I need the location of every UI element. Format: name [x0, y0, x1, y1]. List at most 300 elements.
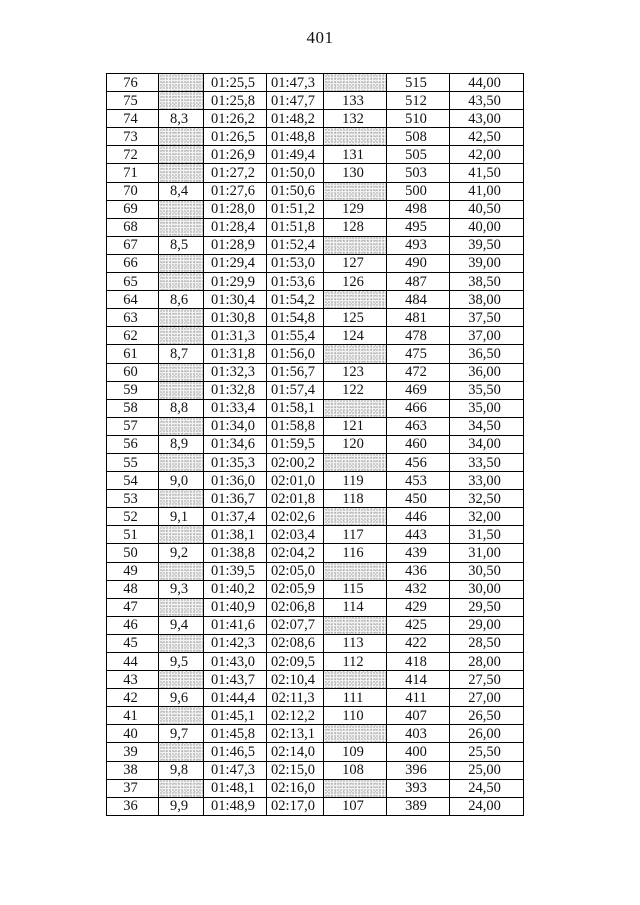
time1-cell: 01:28,0 [204, 200, 267, 218]
time1-cell: 01:40,2 [204, 580, 267, 598]
value-cell: 27,50 [450, 671, 524, 689]
score-cell [159, 164, 204, 182]
rank-cell: 39 [107, 743, 159, 761]
time1-cell: 01:43,0 [204, 653, 267, 671]
points-cell: 403 [387, 725, 450, 743]
table-row [107, 544, 524, 562]
rank-cell: 45 [107, 634, 159, 652]
count-cell: 116 [324, 544, 387, 562]
value-cell: 39,50 [450, 236, 524, 254]
table-row [107, 598, 524, 616]
time2-cell: 02:08,6 [267, 634, 324, 652]
value-cell: 43,00 [450, 110, 524, 128]
points-cell: 478 [387, 327, 450, 345]
rank-cell: 49 [107, 562, 159, 580]
time1-cell: 01:45,8 [204, 725, 267, 743]
rank-cell: 63 [107, 309, 159, 327]
time2-cell: 01:57,4 [267, 381, 324, 399]
points-cell: 414 [387, 671, 450, 689]
table-row [107, 671, 524, 689]
score-cell: 9,2 [159, 544, 204, 562]
points-cell: 389 [387, 797, 450, 815]
table-row [107, 291, 524, 309]
score-cell [159, 671, 204, 689]
count-cell [324, 453, 387, 471]
time1-cell: 01:29,9 [204, 273, 267, 291]
table-row [107, 580, 524, 598]
rank-cell: 62 [107, 327, 159, 345]
time2-cell: 02:17,0 [267, 797, 324, 815]
count-cell [324, 725, 387, 743]
score-cell: 8,4 [159, 182, 204, 200]
time1-cell: 01:30,4 [204, 291, 267, 309]
table-row [107, 399, 524, 417]
time2-cell: 01:47,7 [267, 92, 324, 110]
time1-cell: 01:38,8 [204, 544, 267, 562]
rank-cell: 38 [107, 761, 159, 779]
value-cell: 37,00 [450, 327, 524, 345]
table-row [107, 273, 524, 291]
count-cell [324, 616, 387, 634]
rank-cell: 68 [107, 218, 159, 236]
score-cell [159, 417, 204, 435]
time2-cell: 02:02,6 [267, 508, 324, 526]
table-row [107, 236, 524, 254]
points-cell: 453 [387, 472, 450, 490]
rank-cell: 73 [107, 128, 159, 146]
score-table [106, 73, 524, 816]
time1-cell: 01:48,1 [204, 779, 267, 797]
time2-cell: 02:00,2 [267, 453, 324, 471]
time1-cell: 01:44,4 [204, 689, 267, 707]
count-cell: 122 [324, 381, 387, 399]
count-cell: 125 [324, 309, 387, 327]
table-row [107, 634, 524, 652]
table-row [107, 164, 524, 182]
time1-cell: 01:33,4 [204, 399, 267, 417]
score-cell [159, 309, 204, 327]
table-row [107, 417, 524, 435]
table-row [107, 345, 524, 363]
table-row [107, 254, 524, 272]
time1-cell: 01:28,4 [204, 218, 267, 236]
points-cell: 490 [387, 254, 450, 272]
rank-cell: 54 [107, 472, 159, 490]
time2-cell: 02:01,8 [267, 490, 324, 508]
table-row [107, 743, 524, 761]
value-cell: 29,50 [450, 598, 524, 616]
score-cell: 9,0 [159, 472, 204, 490]
time1-cell: 01:36,0 [204, 472, 267, 490]
time2-cell: 01:50,6 [267, 182, 324, 200]
points-cell: 510 [387, 110, 450, 128]
points-cell: 456 [387, 453, 450, 471]
rank-cell: 60 [107, 363, 159, 381]
count-cell: 110 [324, 707, 387, 725]
count-cell: 126 [324, 273, 387, 291]
table-row [107, 707, 524, 725]
count-cell: 114 [324, 598, 387, 616]
score-cell: 9,3 [159, 580, 204, 598]
table-row [107, 453, 524, 471]
points-cell: 475 [387, 345, 450, 363]
value-cell: 30,00 [450, 580, 524, 598]
count-cell: 124 [324, 327, 387, 345]
value-cell: 41,00 [450, 182, 524, 200]
points-cell: 439 [387, 544, 450, 562]
count-cell [324, 779, 387, 797]
score-cell [159, 200, 204, 218]
score-cell [159, 562, 204, 580]
count-cell: 128 [324, 218, 387, 236]
points-cell: 484 [387, 291, 450, 309]
time2-cell: 02:16,0 [267, 779, 324, 797]
score-cell: 9,6 [159, 689, 204, 707]
score-cell [159, 779, 204, 797]
rank-cell: 51 [107, 526, 159, 544]
time1-cell: 01:32,3 [204, 363, 267, 381]
table-row [107, 779, 524, 797]
time2-cell: 01:53,6 [267, 273, 324, 291]
table-row [107, 526, 524, 544]
table-row [107, 74, 524, 92]
value-cell: 32,50 [450, 490, 524, 508]
value-cell: 28,00 [450, 653, 524, 671]
score-cell [159, 128, 204, 146]
count-cell: 119 [324, 472, 387, 490]
time1-cell: 01:31,3 [204, 327, 267, 345]
table-row [107, 200, 524, 218]
time2-cell: 02:11,3 [267, 689, 324, 707]
rank-cell: 66 [107, 254, 159, 272]
time1-cell: 01:35,3 [204, 453, 267, 471]
points-cell: 500 [387, 182, 450, 200]
value-cell: 35,00 [450, 399, 524, 417]
score-cell: 8,3 [159, 110, 204, 128]
time2-cell: 01:52,4 [267, 236, 324, 254]
time2-cell: 01:56,7 [267, 363, 324, 381]
table-row [107, 363, 524, 381]
value-cell: 37,50 [450, 309, 524, 327]
score-cell [159, 254, 204, 272]
points-cell: 503 [387, 164, 450, 182]
points-cell: 411 [387, 689, 450, 707]
time1-cell: 01:27,2 [204, 164, 267, 182]
time2-cell: 02:12,2 [267, 707, 324, 725]
time1-cell: 01:42,3 [204, 634, 267, 652]
rank-cell: 70 [107, 182, 159, 200]
value-cell: 36,50 [450, 345, 524, 363]
count-cell: 133 [324, 92, 387, 110]
time1-cell: 01:30,8 [204, 309, 267, 327]
value-cell: 39,00 [450, 254, 524, 272]
table-row [107, 92, 524, 110]
time2-cell: 02:10,4 [267, 671, 324, 689]
rank-cell: 76 [107, 74, 159, 92]
points-cell: 393 [387, 779, 450, 797]
table-row [107, 182, 524, 200]
rank-cell: 64 [107, 291, 159, 309]
rank-cell: 41 [107, 707, 159, 725]
score-cell: 9,7 [159, 725, 204, 743]
score-cell: 9,9 [159, 797, 204, 815]
points-cell: 429 [387, 598, 450, 616]
points-cell: 436 [387, 562, 450, 580]
points-cell: 493 [387, 236, 450, 254]
rank-cell: 59 [107, 381, 159, 399]
score-cell [159, 490, 204, 508]
table-row [107, 128, 524, 146]
count-cell: 127 [324, 254, 387, 272]
time1-cell: 01:26,2 [204, 110, 267, 128]
count-cell: 120 [324, 435, 387, 453]
count-cell [324, 562, 387, 580]
time2-cell: 01:48,2 [267, 110, 324, 128]
count-cell: 132 [324, 110, 387, 128]
rank-cell: 75 [107, 92, 159, 110]
value-cell: 24,50 [450, 779, 524, 797]
count-cell: 131 [324, 146, 387, 164]
score-cell [159, 707, 204, 725]
score-cell: 8,5 [159, 236, 204, 254]
time1-cell: 01:43,7 [204, 671, 267, 689]
points-cell: 505 [387, 146, 450, 164]
score-cell: 8,7 [159, 345, 204, 363]
value-cell: 34,50 [450, 417, 524, 435]
time2-cell: 01:50,0 [267, 164, 324, 182]
time1-cell: 01:38,1 [204, 526, 267, 544]
time1-cell: 01:26,5 [204, 128, 267, 146]
count-cell: 118 [324, 490, 387, 508]
count-cell [324, 182, 387, 200]
count-cell: 130 [324, 164, 387, 182]
points-cell: 508 [387, 128, 450, 146]
table-row [107, 562, 524, 580]
value-cell: 24,00 [450, 797, 524, 815]
value-cell: 41,50 [450, 164, 524, 182]
score-cell [159, 218, 204, 236]
rank-cell: 65 [107, 273, 159, 291]
rank-cell: 48 [107, 580, 159, 598]
score-cell: 8,6 [159, 291, 204, 309]
time2-cell: 01:49,4 [267, 146, 324, 164]
page-number: 401 [306, 28, 334, 47]
points-cell: 418 [387, 653, 450, 671]
points-cell: 498 [387, 200, 450, 218]
score-cell: 9,4 [159, 616, 204, 634]
time2-cell: 01:58,8 [267, 417, 324, 435]
table-row [107, 725, 524, 743]
points-cell: 425 [387, 616, 450, 634]
time1-cell: 01:45,1 [204, 707, 267, 725]
points-cell: 495 [387, 218, 450, 236]
time2-cell: 01:47,3 [267, 74, 324, 92]
value-cell: 26,50 [450, 707, 524, 725]
value-cell: 38,50 [450, 273, 524, 291]
value-cell: 40,00 [450, 218, 524, 236]
value-cell: 33,00 [450, 472, 524, 490]
rank-cell: 47 [107, 598, 159, 616]
time1-cell: 01:40,9 [204, 598, 267, 616]
time2-cell: 01:56,0 [267, 345, 324, 363]
points-cell: 432 [387, 580, 450, 598]
count-cell: 111 [324, 689, 387, 707]
time2-cell: 02:01,0 [267, 472, 324, 490]
time2-cell: 02:09,5 [267, 653, 324, 671]
time2-cell: 01:58,1 [267, 399, 324, 417]
rank-cell: 44 [107, 653, 159, 671]
table-row [107, 761, 524, 779]
table-row [107, 490, 524, 508]
value-cell: 42,00 [450, 146, 524, 164]
count-cell: 107 [324, 797, 387, 815]
count-cell: 129 [324, 200, 387, 218]
score-cell [159, 743, 204, 761]
value-cell: 36,00 [450, 363, 524, 381]
value-cell: 43,50 [450, 92, 524, 110]
rank-cell: 74 [107, 110, 159, 128]
table-row [107, 797, 524, 815]
value-cell: 44,00 [450, 74, 524, 92]
score-cell [159, 327, 204, 345]
points-cell: 466 [387, 399, 450, 417]
rank-cell: 50 [107, 544, 159, 562]
rank-cell: 52 [107, 508, 159, 526]
value-cell: 35,50 [450, 381, 524, 399]
time1-cell: 01:27,6 [204, 182, 267, 200]
table-row [107, 146, 524, 164]
rank-cell: 57 [107, 417, 159, 435]
score-cell [159, 363, 204, 381]
rank-cell: 55 [107, 453, 159, 471]
time2-cell: 01:51,2 [267, 200, 324, 218]
points-cell: 400 [387, 743, 450, 761]
time2-cell: 02:05,9 [267, 580, 324, 598]
time1-cell: 01:36,7 [204, 490, 267, 508]
time1-cell: 01:26,9 [204, 146, 267, 164]
table-row [107, 653, 524, 671]
time2-cell: 02:05,0 [267, 562, 324, 580]
count-cell [324, 671, 387, 689]
rank-cell: 67 [107, 236, 159, 254]
points-cell: 512 [387, 92, 450, 110]
rank-cell: 69 [107, 200, 159, 218]
value-cell: 38,00 [450, 291, 524, 309]
count-cell: 123 [324, 363, 387, 381]
score-cell: 8,9 [159, 435, 204, 453]
table-row [107, 508, 524, 526]
count-cell: 115 [324, 580, 387, 598]
points-cell: 443 [387, 526, 450, 544]
rank-cell: 53 [107, 490, 159, 508]
score-cell [159, 381, 204, 399]
points-cell: 460 [387, 435, 450, 453]
time1-cell: 01:28,9 [204, 236, 267, 254]
rank-cell: 71 [107, 164, 159, 182]
time2-cell: 01:51,8 [267, 218, 324, 236]
value-cell: 40,50 [450, 200, 524, 218]
count-cell [324, 74, 387, 92]
rank-cell: 37 [107, 779, 159, 797]
time1-cell: 01:31,8 [204, 345, 267, 363]
points-cell: 396 [387, 761, 450, 779]
score-cell [159, 634, 204, 652]
time2-cell: 02:04,2 [267, 544, 324, 562]
time2-cell: 02:15,0 [267, 761, 324, 779]
value-cell: 26,00 [450, 725, 524, 743]
count-cell [324, 399, 387, 417]
time2-cell: 01:55,4 [267, 327, 324, 345]
score-cell [159, 453, 204, 471]
rank-cell: 42 [107, 689, 159, 707]
time1-cell: 01:34,6 [204, 435, 267, 453]
table-row [107, 218, 524, 236]
time2-cell: 01:54,2 [267, 291, 324, 309]
count-cell: 108 [324, 761, 387, 779]
count-cell: 109 [324, 743, 387, 761]
table-row [107, 616, 524, 634]
points-cell: 472 [387, 363, 450, 381]
table-row [107, 327, 524, 345]
value-cell: 25,50 [450, 743, 524, 761]
rank-cell: 58 [107, 399, 159, 417]
points-cell: 407 [387, 707, 450, 725]
time1-cell: 01:25,8 [204, 92, 267, 110]
rank-cell: 56 [107, 435, 159, 453]
count-cell: 117 [324, 526, 387, 544]
table-body [107, 74, 524, 816]
count-cell: 121 [324, 417, 387, 435]
score-cell: 9,1 [159, 508, 204, 526]
score-cell: 8,8 [159, 399, 204, 417]
score-cell [159, 74, 204, 92]
time1-cell: 01:48,9 [204, 797, 267, 815]
time1-cell: 01:46,5 [204, 743, 267, 761]
table-row [107, 689, 524, 707]
value-cell: 32,00 [450, 508, 524, 526]
rank-cell: 40 [107, 725, 159, 743]
value-cell: 27,00 [450, 689, 524, 707]
points-cell: 450 [387, 490, 450, 508]
rank-cell: 61 [107, 345, 159, 363]
points-cell: 481 [387, 309, 450, 327]
value-cell: 31,50 [450, 526, 524, 544]
time2-cell: 02:03,4 [267, 526, 324, 544]
score-cell [159, 526, 204, 544]
table-row [107, 309, 524, 327]
time2-cell: 01:48,8 [267, 128, 324, 146]
points-cell: 463 [387, 417, 450, 435]
rank-cell: 46 [107, 616, 159, 634]
rank-cell: 72 [107, 146, 159, 164]
score-cell [159, 273, 204, 291]
points-cell: 469 [387, 381, 450, 399]
score-cell [159, 598, 204, 616]
points-cell: 422 [387, 634, 450, 652]
value-cell: 33,50 [450, 453, 524, 471]
value-cell: 29,00 [450, 616, 524, 634]
count-cell [324, 291, 387, 309]
table-row [107, 472, 524, 490]
value-cell: 31,00 [450, 544, 524, 562]
score-cell: 9,5 [159, 653, 204, 671]
time2-cell: 01:54,8 [267, 309, 324, 327]
value-cell: 34,00 [450, 435, 524, 453]
time2-cell: 02:07,7 [267, 616, 324, 634]
value-cell: 25,00 [450, 761, 524, 779]
time2-cell: 01:53,0 [267, 254, 324, 272]
table-row [107, 381, 524, 399]
